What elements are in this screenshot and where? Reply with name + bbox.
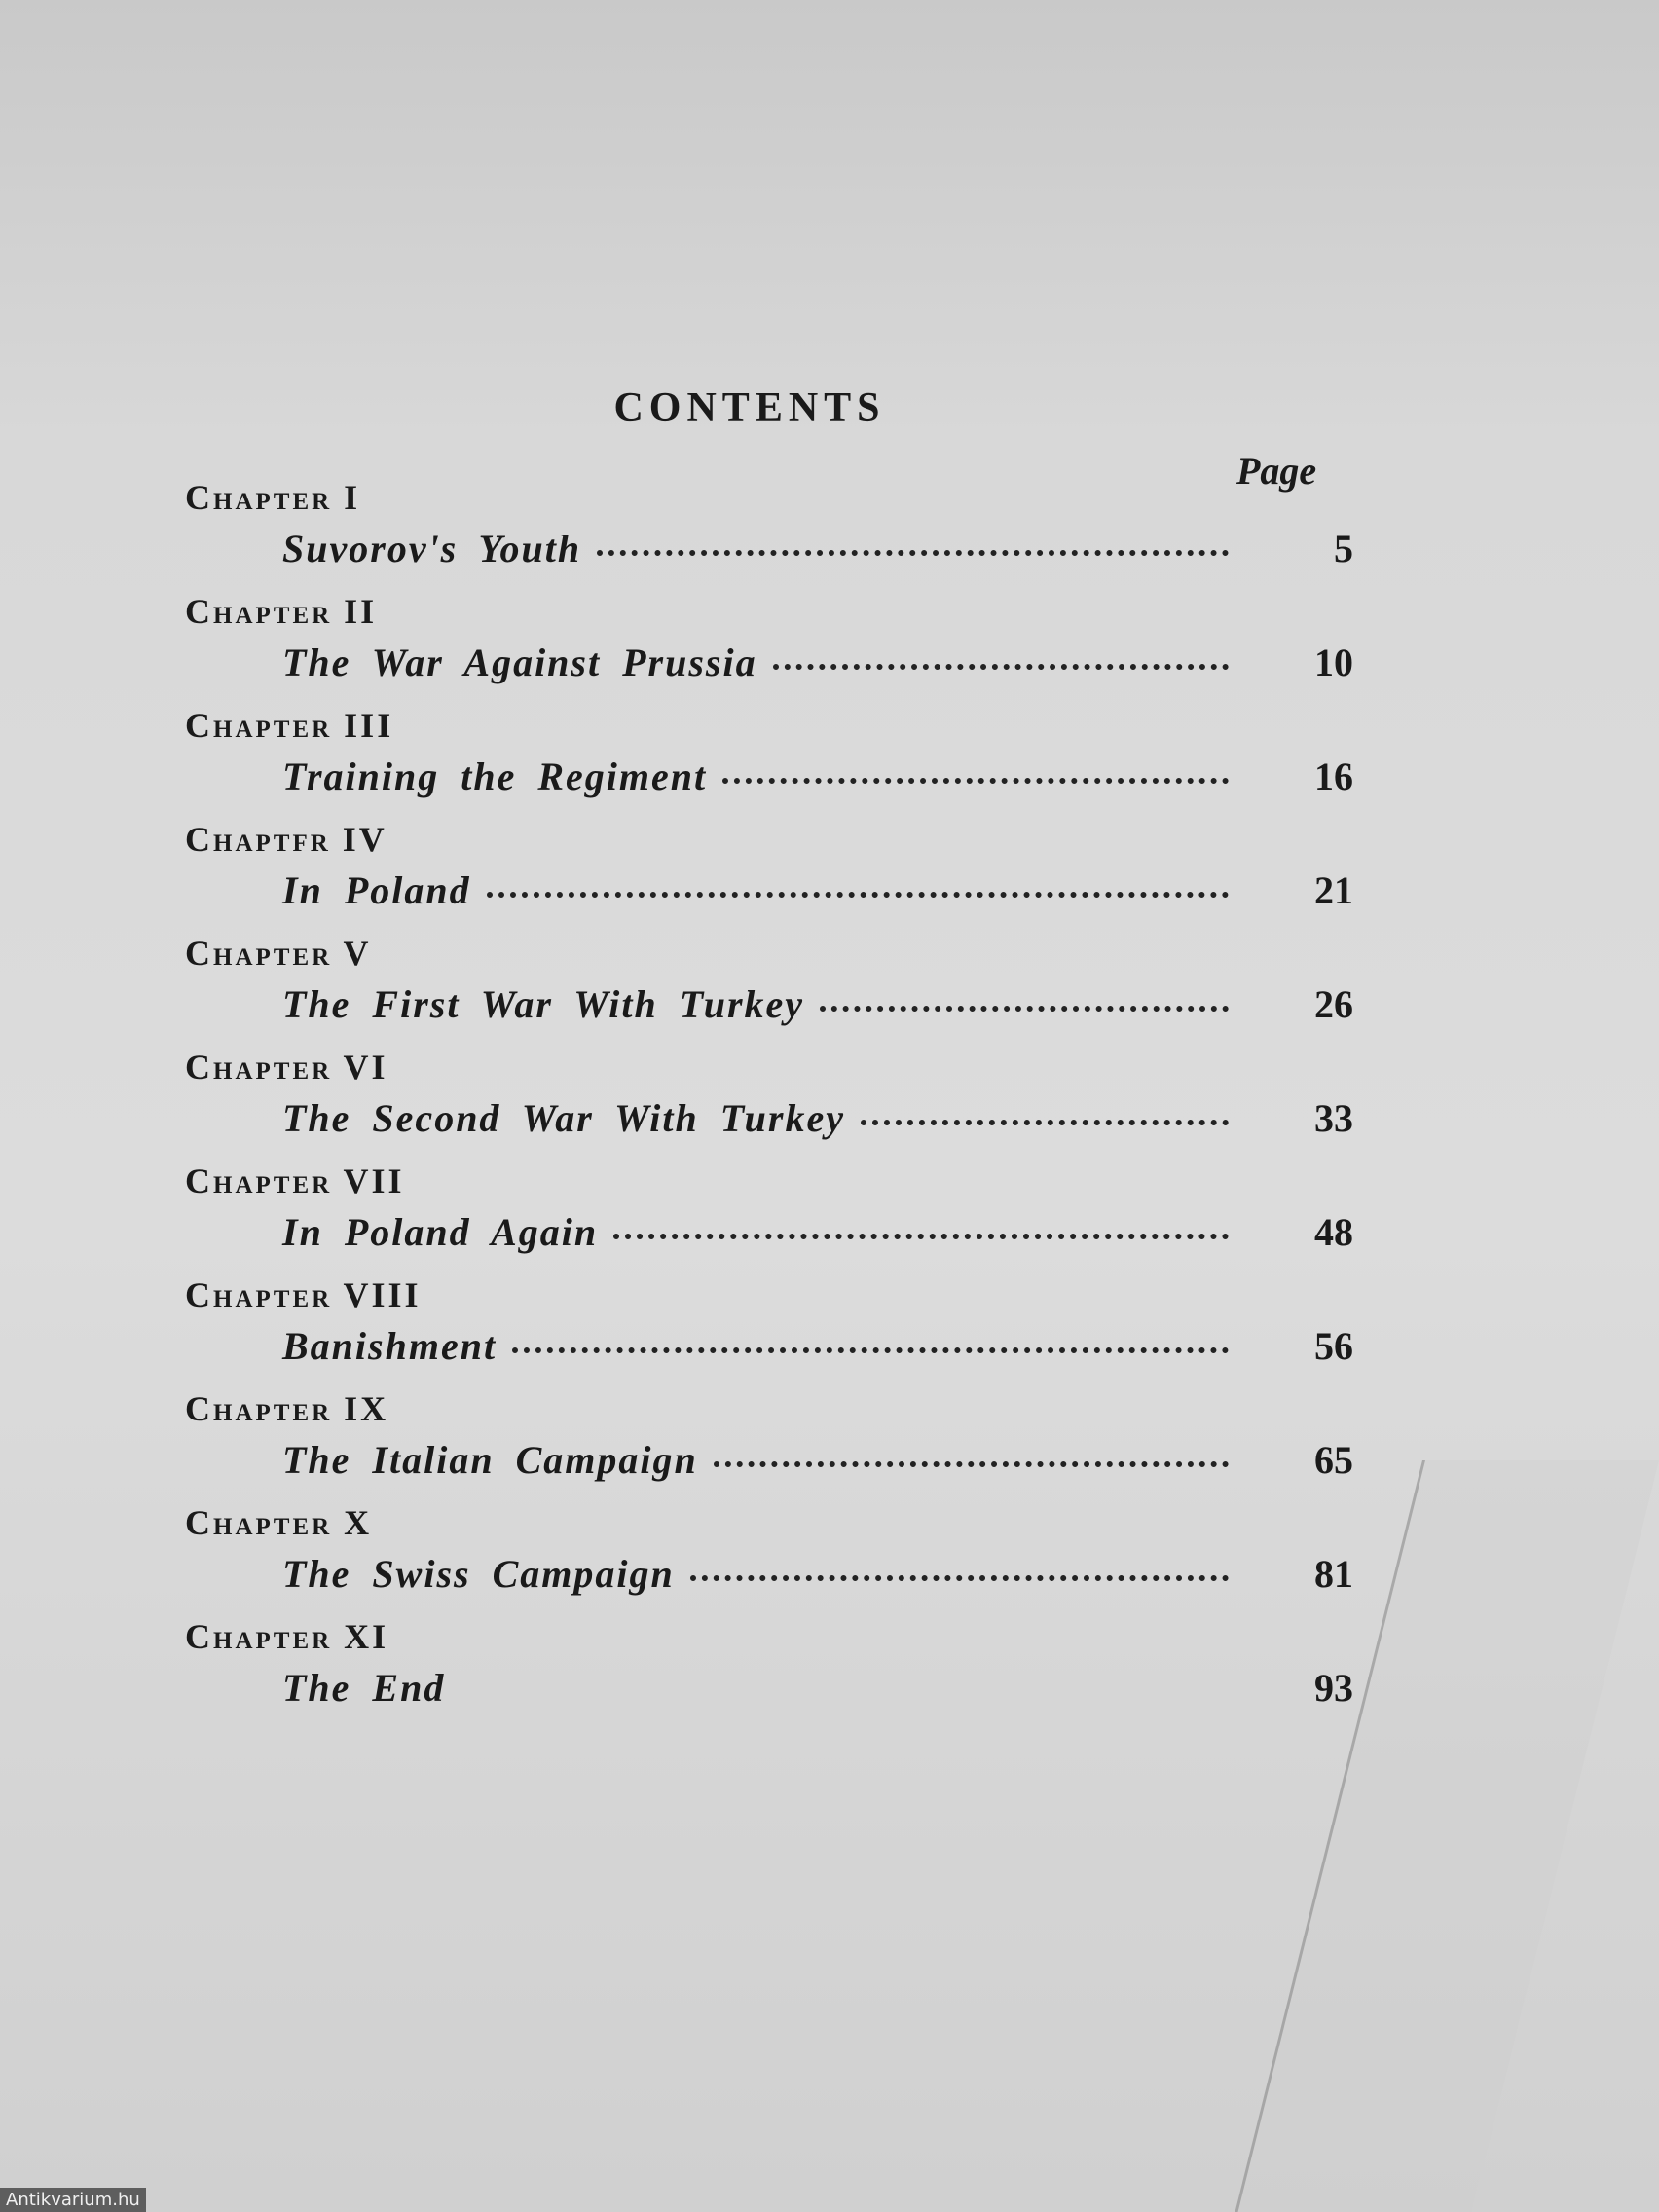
- site-watermark: Antikvarium.hu: [0, 2188, 146, 2212]
- toc-entry: [185, 1274, 1353, 1387]
- leader-dots: [861, 1120, 1229, 1125]
- page-number: 33: [1314, 1096, 1353, 1140]
- chapter-title: Training the Regiment: [282, 755, 708, 798]
- chapter-title: The Italian Campaign: [282, 1438, 698, 1482]
- leader-dots: [820, 1006, 1229, 1012]
- page-number: 21: [1314, 868, 1353, 912]
- chapter-title: The War Against Prussia: [282, 641, 757, 684]
- chapter-label: Chapter II: [185, 592, 378, 631]
- chapter-label: Chaptfr IV: [185, 820, 387, 859]
- chapter-title: The First War With Turkey: [282, 982, 805, 1026]
- chapter-label: Chapter VIII: [185, 1275, 422, 1314]
- toc-entry: [185, 1047, 1353, 1160]
- page-number: 81: [1314, 1552, 1353, 1596]
- chapter-label: Chapter IX: [185, 1389, 389, 1428]
- toc-entry: [185, 933, 1353, 1046]
- toc-entry: [185, 819, 1353, 932]
- chapter-title: The Swiss Campaign: [282, 1552, 675, 1596]
- toc-entry: [185, 591, 1353, 704]
- page-number: 48: [1314, 1210, 1353, 1254]
- chapter-label: Chapter XI: [185, 1617, 389, 1656]
- toc-entry: [185, 477, 1353, 590]
- page-number: 5: [1334, 527, 1353, 571]
- page-number: 16: [1314, 755, 1353, 798]
- contents-heading: CONTENTS: [613, 386, 886, 430]
- toc-entry: [185, 1161, 1353, 1273]
- chapter-title: The End: [282, 1666, 446, 1710]
- chapter-title: In Poland Again: [282, 1210, 599, 1254]
- leader-dots: [613, 1234, 1229, 1239]
- chapter-title: Suvorov's Youth: [282, 527, 582, 571]
- page-column-label: Page: [1236, 449, 1317, 493]
- page-number: 65: [1314, 1438, 1353, 1482]
- toc-entry: [185, 1616, 1353, 1729]
- chapter-label: Chapter V: [185, 934, 372, 973]
- toc-entry: [185, 1388, 1353, 1501]
- chapter-label: Chapter III: [185, 706, 394, 745]
- chapter-label: Chapter X: [185, 1503, 373, 1542]
- toc-entry: [185, 705, 1353, 818]
- chapter-title: In Poland: [282, 868, 471, 912]
- page-number: 26: [1314, 982, 1353, 1026]
- leader-dots: [722, 778, 1229, 784]
- leader-dots: [597, 550, 1229, 556]
- page-number: 10: [1314, 641, 1353, 684]
- toc-entry: [185, 1502, 1353, 1615]
- chapter-title: The Second War With Turkey: [282, 1096, 845, 1140]
- leader-dots: [512, 1347, 1229, 1353]
- chapter-title: Banishment: [282, 1324, 498, 1368]
- page-number: 93: [1314, 1666, 1353, 1710]
- leader-dots: [773, 664, 1229, 670]
- chapter-label: Chapter I: [185, 478, 361, 517]
- leader-dots: [487, 892, 1229, 898]
- leader-dots: [690, 1575, 1229, 1581]
- chapter-label: Chapter VI: [185, 1048, 388, 1087]
- chapter-label: Chapter VII: [185, 1161, 405, 1200]
- page-number: 56: [1314, 1324, 1353, 1368]
- leader-dots: [714, 1461, 1229, 1467]
